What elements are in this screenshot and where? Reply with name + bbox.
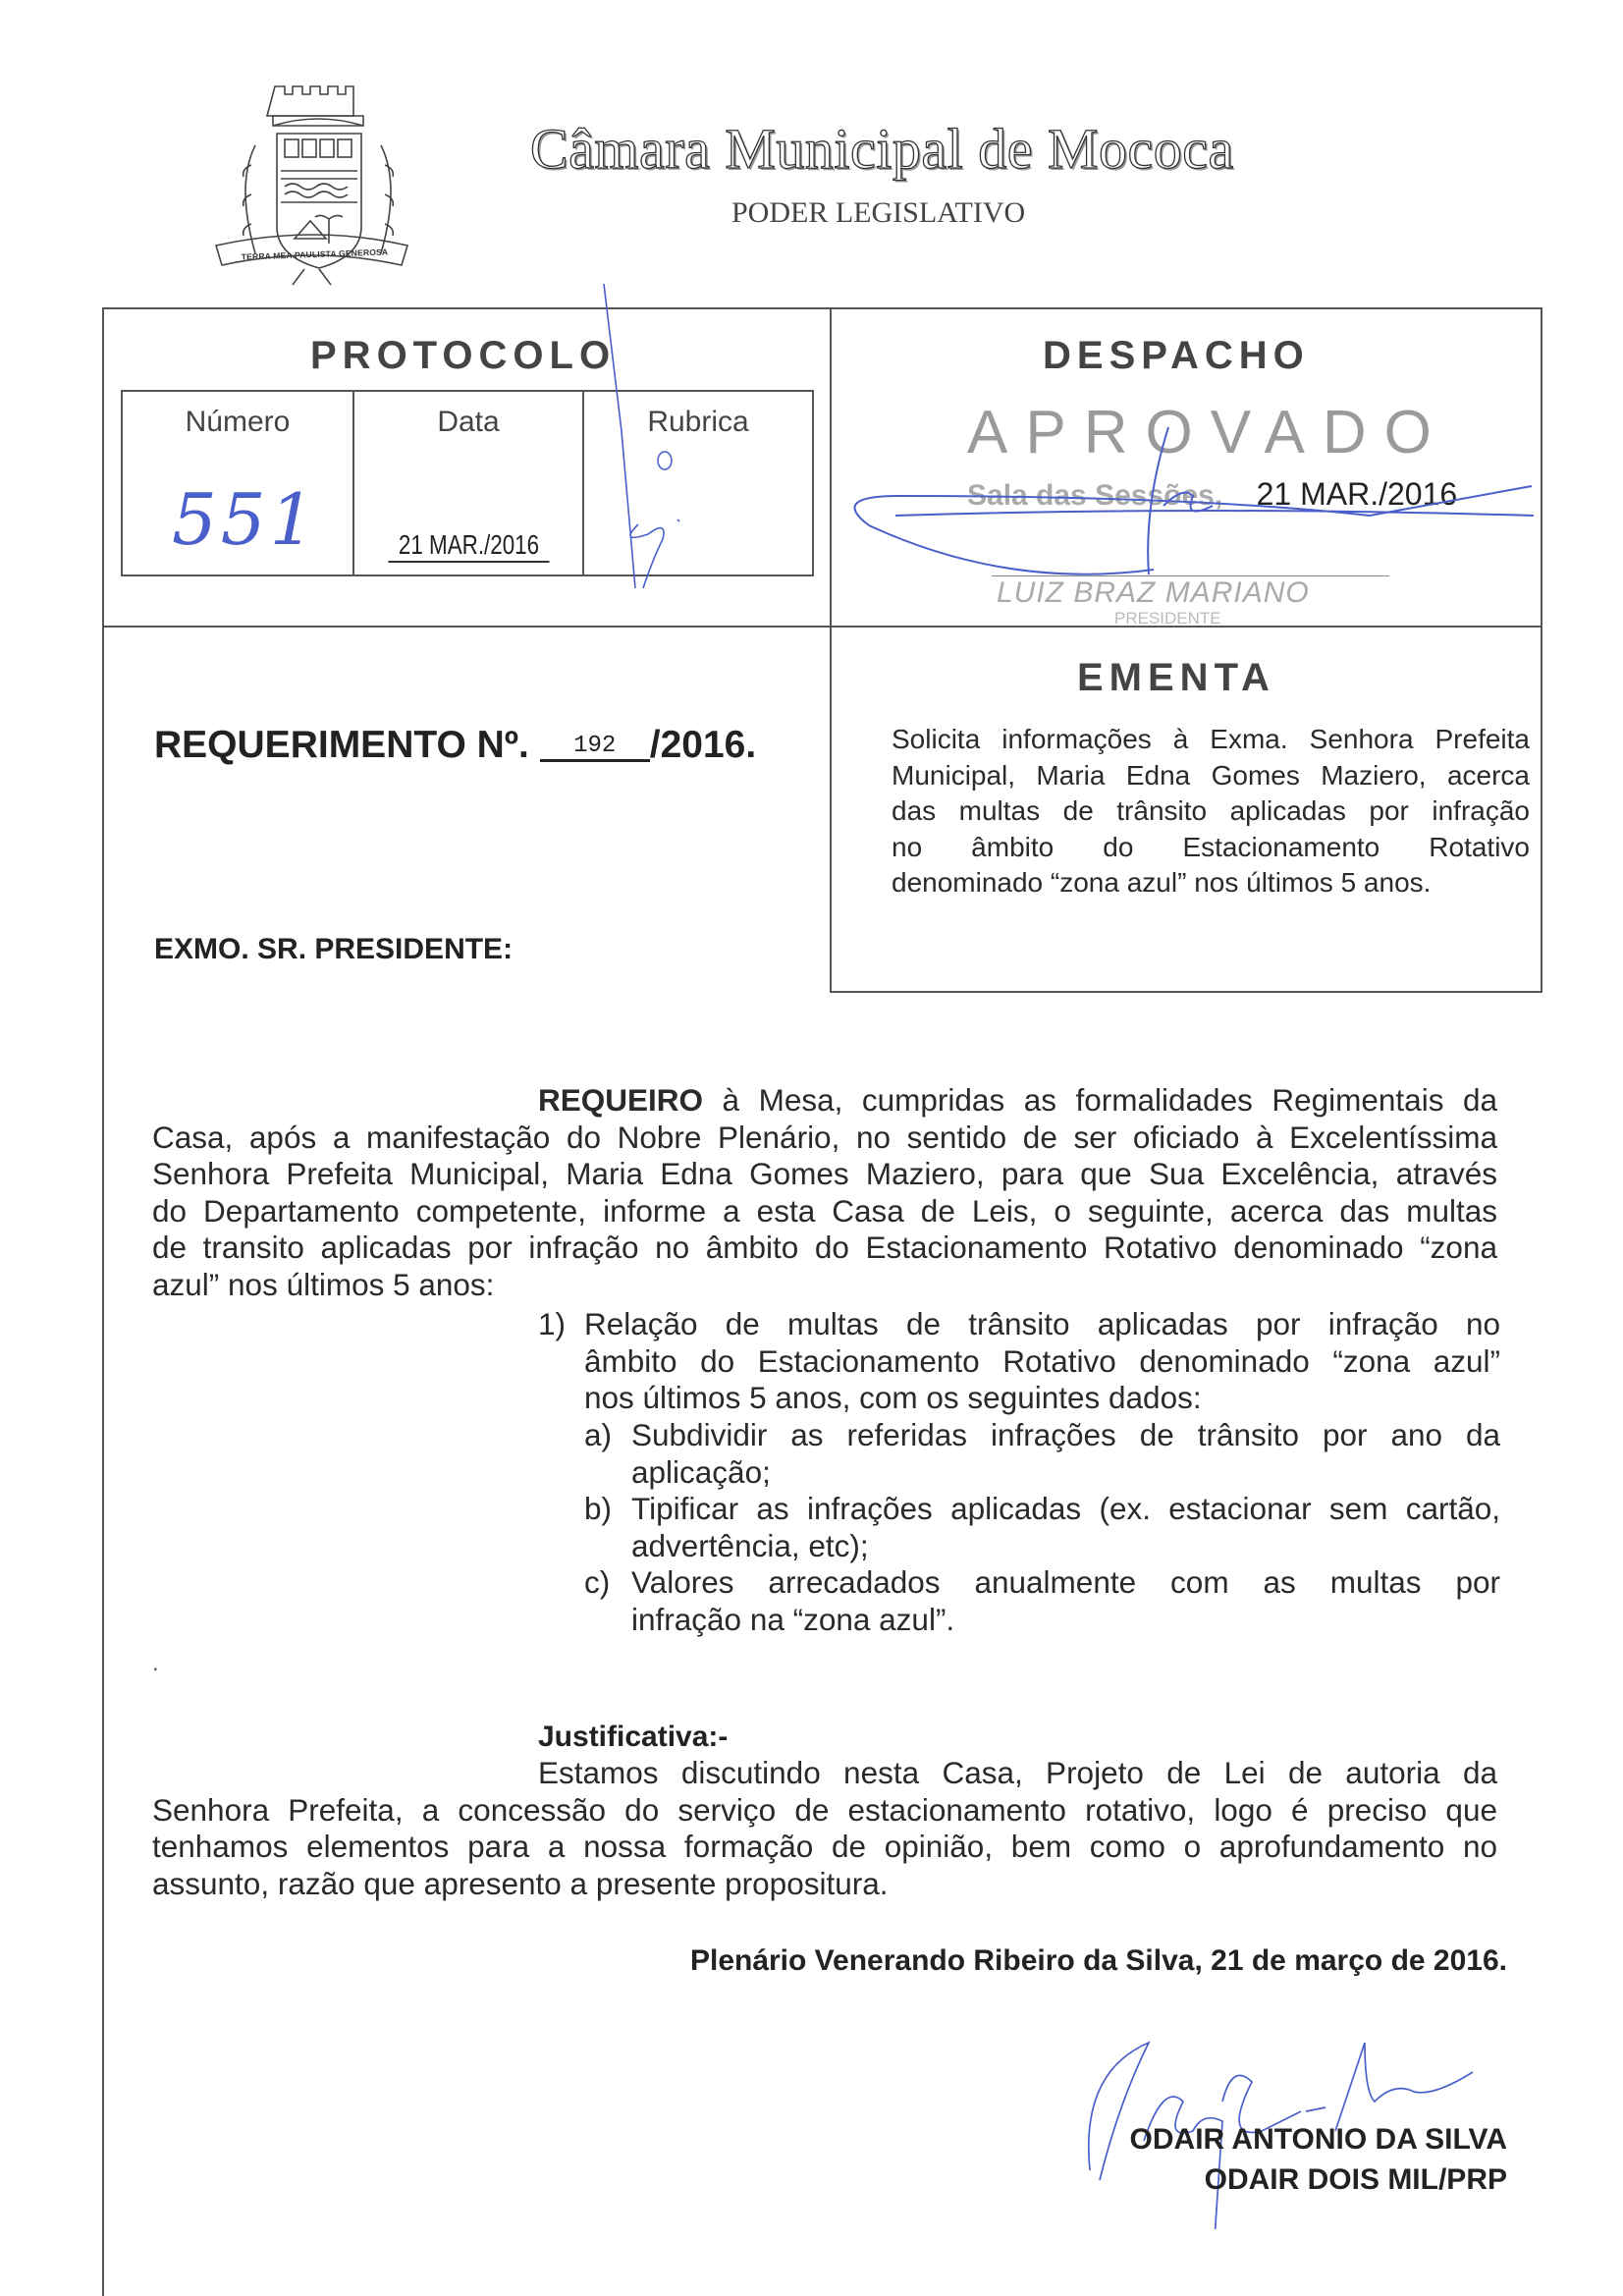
president-name: LUIZ BRAZ MARIANO — [997, 576, 1310, 609]
crest-motto-ribbon-text: TERRA MEA PAULISTA GENEROSA — [241, 246, 389, 262]
ementa-line: das multas de trânsito aplicadas por infração — [892, 795, 1530, 826]
list-line: âmbito do Estacionamento Rotativo denominado “zona azul” — [584, 1342, 1500, 1379]
signer-alias: ODAIR DOIS MIL/PRP — [1204, 2163, 1507, 2196]
ementa-line: Solicita informações à Exma. Senhora Prefeita — [892, 724, 1530, 754]
list-line: Relação de multas de trânsito aplicadas por infração no — [584, 1306, 1500, 1341]
sub-item-b — [584, 1491, 1500, 1564]
justificativa-first-line: Estamos discutindo nesta Casa, Projeto de Lei de autoria da — [538, 1755, 1497, 1790]
frame-row-divider — [102, 626, 1542, 628]
requerimento-prefix: REQUERIMENTO Nº. — [154, 724, 529, 766]
rubrica-signature-icon — [584, 274, 722, 608]
requeiro-paragraph — [152, 1082, 1497, 1303]
body-line: Senhora Prefeita Municipal, Maria Edna Gomes Maziero, para que Sua Excelência, através — [152, 1156, 1497, 1191]
justificativa-title: Justificativa:- — [538, 1721, 729, 1753]
requeiro-first-text: à Mesa, cumpridas as formalidades Regimentais da — [703, 1082, 1497, 1118]
stray-mark: . — [152, 1650, 159, 1676]
aprovado-stamp: APROVADO — [967, 399, 1449, 466]
protocolo-title: PROTOCOLO — [310, 334, 617, 377]
sub-item-line: advertência, etc); — [631, 1527, 869, 1563]
ementa-text — [892, 722, 1530, 902]
justificativa-line: Senhora Prefeita, a concessão do serviço de estacionamento rotativo, logo é preciso que — [152, 1791, 1497, 1828]
despacho-title: DESPACHO — [1043, 334, 1310, 377]
requerimento-heading — [154, 724, 756, 767]
frame-left-border — [102, 307, 104, 2296]
institution-title: Câmara Municipal de Mococa — [530, 117, 1234, 181]
list-marker: 1) — [538, 1306, 567, 1341]
list-line: nos últimos 5 anos, com os seguintes dados: — [584, 1380, 1202, 1415]
sub-item-line: infração na “zona azul”. — [631, 1601, 955, 1637]
sub-item-line: Tipificar as infrações aplicadas (ex. estacionar sem cartão, — [631, 1491, 1500, 1526]
ementa-line: denominado “zona azul” nos últimos 5 anos. — [892, 867, 1432, 898]
body-line: azul” nos últimos 5 anos: — [152, 1266, 495, 1302]
body-line: de transito aplicadas por infração no âmbito do Estacionamento Rotativo denominado “zona — [152, 1230, 1497, 1265]
sub-item-marker: a) — [584, 1417, 613, 1452]
institution-subtitle: PODER LEGISLATIVO — [731, 196, 1026, 229]
place-and-date: Plenário Venerando Ribeiro da Silva, 21 de março de 2016. — [689, 1944, 1507, 1977]
ementa-line: Municipal, Maria Edna Gomes Maziero, acerca — [892, 759, 1530, 791]
addressee: EXMO. SR. PRESIDENTE: — [154, 933, 514, 965]
despacho-signature-icon — [805, 398, 1591, 614]
justificativa-line: assunto, razão que apresento a presente propositura. — [152, 1865, 889, 1901]
sub-item-a — [584, 1417, 1500, 1491]
signer-name: ODAIR ANTONIO DA SILVA — [1129, 2123, 1507, 2156]
protocolo-header-numero: Número — [185, 406, 291, 438]
justificativa-line: tenhamos elementos para a nossa formação de opinião, bem como o aprofundamento no — [152, 1829, 1497, 1864]
president-title: PRESIDENTE — [1114, 609, 1221, 628]
list-item-1 — [538, 1306, 1500, 1417]
protocolo-data-stamp: 21 MAR./2016 — [389, 529, 550, 563]
sala-das-sessoes-label: Sala das Sessões, — [967, 479, 1223, 512]
body-line: Casa, após a manifestação do Nobre Plenário, no sentido de ser oficiado à Excelentíssima — [152, 1119, 1497, 1155]
sub-item-line: Valores arrecadados anualmente com as multas por — [631, 1564, 1500, 1600]
requeiro-first-line — [152, 1082, 1497, 1120]
sub-item-c — [584, 1564, 1500, 1638]
protocolo-table — [121, 390, 814, 576]
despacho-date: 21 MAR./2016 — [1256, 476, 1458, 512]
ementa-line: no âmbito do Estacionamento Rotativo — [892, 831, 1530, 862]
protocolo-numero-handwritten: 551 — [172, 478, 319, 561]
protocolo-header-data: Data — [437, 406, 500, 438]
requerimento-number: 192 — [540, 733, 650, 762]
ementa-bottom-border — [830, 991, 1542, 993]
body-line: do Departamento competente, informe a esta Casa de Leis, o seguinte, acerca das multas — [152, 1192, 1497, 1229]
frame-top-border — [102, 307, 1542, 309]
protocolo-header-rubrica: Rubrica — [647, 406, 749, 438]
sub-item-marker: b) — [584, 1491, 613, 1526]
ementa-title: EMENTA — [1077, 656, 1275, 699]
justificativa-paragraph — [152, 1755, 1497, 1902]
sub-item-marker: c) — [584, 1564, 611, 1600]
sub-item-line: Subdividir as referidas infrações de trânsito por ano da — [631, 1417, 1500, 1452]
sub-item-line: aplicação; — [631, 1453, 771, 1490]
requerimento-suffix: /2016. — [649, 724, 757, 766]
requeiro-keyword: REQUEIRO — [538, 1082, 704, 1118]
